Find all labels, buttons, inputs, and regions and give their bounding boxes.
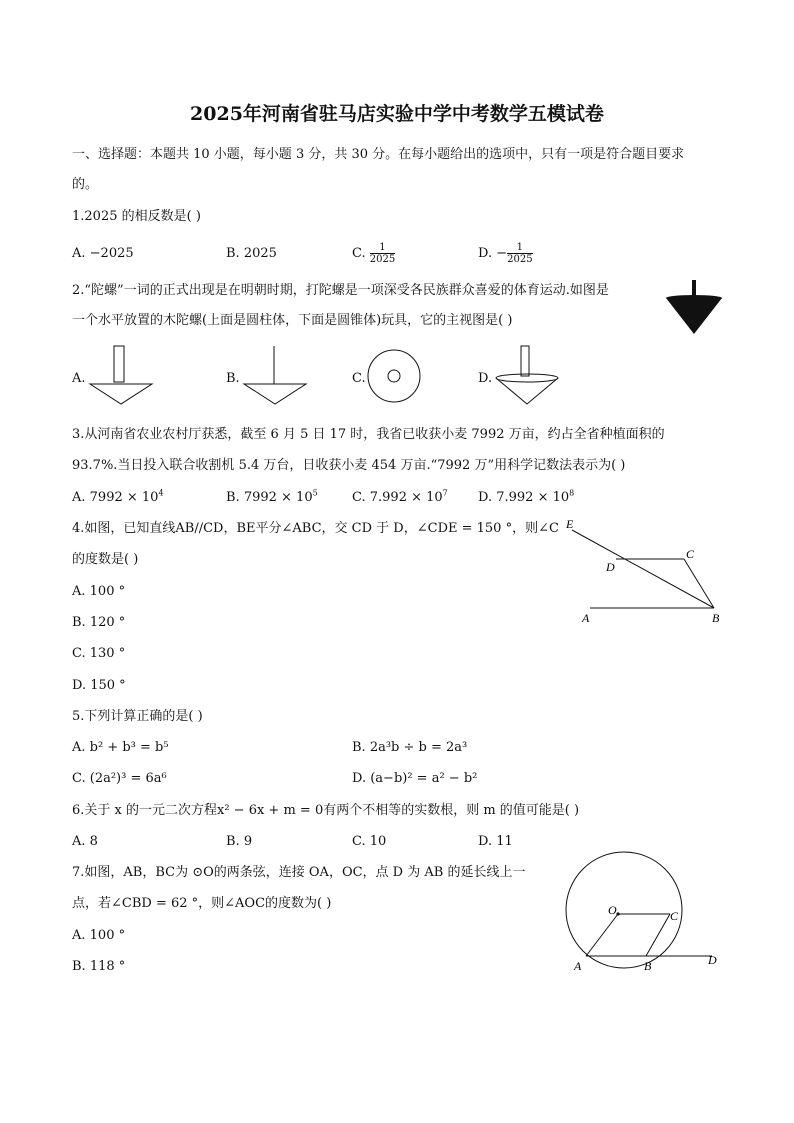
section-heading: 一、选择题：本题共 10 小题，每小题 3 分，共 30 分。在每小题给出的选项中，只有一项是符合题目要求 <box>72 147 685 162</box>
q4-geometry-figure <box>560 514 730 630</box>
q5-stem: 5.下列计算正确的是( ) <box>72 709 203 724</box>
q1-option-b: B. 2025 <box>226 246 277 261</box>
q7-label-A: A <box>574 959 582 973</box>
q2-option-b-label: B. <box>226 371 240 386</box>
q7-label-D: D <box>708 953 717 967</box>
q3-option-d: D. $7.992 \times 10^8$ <box>478 488 575 505</box>
q2-option-d-figure <box>494 346 560 408</box>
q3-stem-line2: 93.7%.当日投入联合收割机 5.4 万台，日收获小麦 454 万亩.“7992 万”用科学记数法表示为( ) <box>72 458 626 473</box>
q2-option-a-figure <box>88 346 154 408</box>
q1-stem: 1.2025 的相反数是( ) <box>72 209 201 224</box>
q4-option-a: A. 100 ° <box>72 584 126 599</box>
top-figure <box>664 280 734 340</box>
q4-option-c: C. 130 ° <box>72 646 126 661</box>
q4-label-C: C <box>686 547 695 561</box>
q7-option-b: B. 118 ° <box>72 959 126 974</box>
q1-option-a: A. −2025 <box>72 246 134 261</box>
q4-label-A: A <box>582 611 590 625</box>
page-title: 2025年河南省驻马店实验中学中考数学五模试卷 <box>190 103 604 125</box>
q2-stem-line2: 一个水平放置的木陀螺(上面是圆柱体，下面是圆锥体)玩具，它的主视图是( ) <box>72 313 513 328</box>
q2-option-a-label: A. <box>72 371 86 386</box>
q6-option-b: B. 9 <box>226 834 253 849</box>
q2-option-c-figure <box>366 348 422 404</box>
q2-option-d-label: D. <box>478 371 493 386</box>
q4-option-b: B. 120 ° <box>72 615 126 630</box>
q2-option-b-figure <box>242 346 308 408</box>
q7-label-O: O <box>608 903 617 917</box>
q4-option-d: D. 150 ° <box>72 678 126 693</box>
q7-circle-figure <box>560 848 730 976</box>
q4-label-B: B <box>712 611 720 625</box>
q6-stem: 6.关于 x 的一元二次方程x² − 6x + m = 0有两个不相等的实数根，则 m 的值可能是( ) <box>72 803 580 818</box>
q7-stem-line2: 点，若∠CBD = 62 °，则∠AOC的度数为( ) <box>72 896 332 911</box>
q3-option-b: B. $7992 \times 10^5$ <box>226 488 318 505</box>
q5-option-c: C. (2a²)³ = 6a⁶ <box>72 771 167 786</box>
q3-option-c: C. $7.992 \times 10^7$ <box>352 488 448 505</box>
q6-option-d: D. 11 <box>478 834 513 849</box>
q3-stem-line1: 3.从河南省农业农村厅获悉，截至 6 月 5 日 17 时，我省已收获小麦 7992 万亩，约占全省种植面积的 <box>72 427 665 442</box>
q1-c-fraction: $\frac{1}{2025}$ <box>369 242 396 265</box>
q4-stem-line2: 的度数是( ) <box>72 552 139 567</box>
q3-option-a: A. $7992 \times 10^4$ <box>72 488 164 505</box>
q2-option-c-label: C. <box>352 371 366 386</box>
q7-label-C: C <box>670 909 679 923</box>
q2-stem-line1: 2.“陀螺”一词的正式出现是在明朝时期，打陀螺是一项深受各民族群众喜爱的体育运动.如图是 <box>72 283 609 298</box>
q1-option-c: C. $\frac{1}{2025}$ <box>352 242 396 265</box>
q4-stem-line1: 4.如图，已知直线AB//CD，BE平分∠ABC，交 CD 于 D，∠CDE = 150 °，则∠C <box>72 521 559 536</box>
q1-d-fraction: $\frac{1}{2025}$ <box>507 242 533 265</box>
q6-option-a: A. 8 <box>72 834 98 849</box>
q5-option-d: D. (a−b)² = a² − b² <box>352 771 478 786</box>
q4-label-E: E <box>566 517 574 531</box>
q4-label-D: D <box>606 560 615 574</box>
q6-option-c: C. 10 <box>352 834 387 849</box>
q1-option-d: D. − $\frac{1}{2025}$ <box>478 242 533 265</box>
q5-option-b: B. 2a³b ÷ b = 2a³ <box>352 740 468 755</box>
q7-option-a: A. 100 ° <box>72 928 126 943</box>
q7-stem-line1: 7.如图，AB，BC为 ⊙O的两条弦，连接 OA，OC，点 D 为 AB 的延长线上一 <box>72 865 526 880</box>
q5-option-a: A. b² + b³ = b⁵ <box>72 740 169 755</box>
q7-label-B: B <box>644 959 652 973</box>
section-heading-cont: 的。 <box>72 177 99 192</box>
